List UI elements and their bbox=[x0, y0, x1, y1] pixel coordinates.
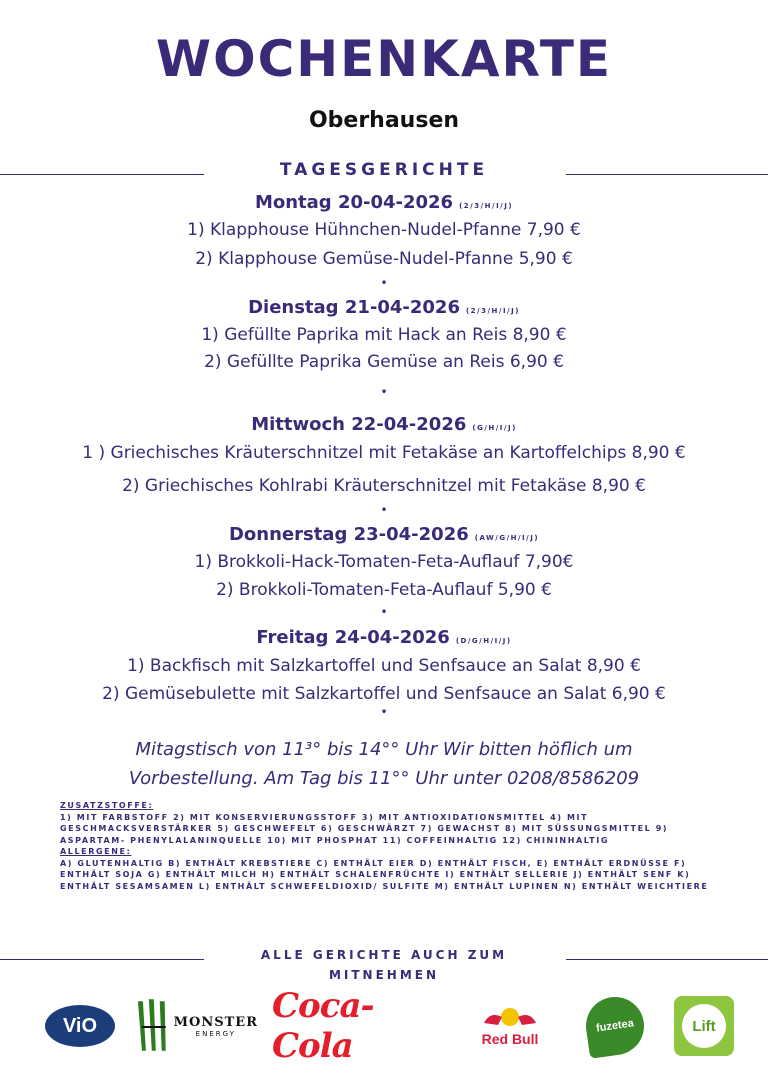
divider-right bbox=[566, 174, 768, 175]
monster-logo-subtext: ENERGY bbox=[195, 1029, 236, 1038]
dish-item: 1) Gefüllte Paprika mit Hack an Reis 8,90 € bbox=[201, 325, 567, 345]
dish-item: 1 ) Griechisches Kräuterschnitzel mit Fetakäse an Kartoffelchips 8,90 € bbox=[82, 443, 686, 463]
page-title: WOCHENKARTE bbox=[155, 30, 613, 88]
day-heading-monday bbox=[0, 192, 768, 213]
red-bull-logo-text: Red Bull bbox=[481, 1031, 539, 1047]
dish-item: 1) Klapphouse Hühnchen-Nudel-Pfanne 7,90 € bbox=[187, 220, 581, 240]
day-label: Mittwoch 22-04-2026 bbox=[251, 414, 467, 435]
monster-energy-logo bbox=[132, 995, 258, 1057]
dish-item: 1) Brokkoli-Hack-Tomaten-Feta-Auflauf 7,90€ bbox=[194, 552, 574, 572]
dish-item: 1) Backfisch mit Salzkartoffel und Senfsauce an Salat 8,90 € bbox=[127, 656, 641, 676]
dish-item: 2) Gemüsebulette mit Salzkartoffel und Senfsauce an Salat 6,90 € bbox=[102, 684, 666, 704]
allergen-codes: (AW/G/H/I/J) bbox=[474, 534, 540, 542]
dish-item: 2) Brokkoli-Tomaten-Feta-Auflauf 5,90 € bbox=[216, 580, 552, 600]
day-heading-wednesday bbox=[0, 414, 768, 435]
monster-logo-text: MONSTER bbox=[173, 1014, 258, 1030]
allergens-text: A) GLUTENHALTIG B) ENTHÄLT KREBSTIERE C) ENTHÄLT EIER D) ENTHÄLT FISCH, E) ENTHÄLT ERDNÜSSE F) ENTHÄLT SOJA G) ENTHÄLT MILCH H) ENTHÄLT SCHALENFRÜCHTE I) ENTHÄLT SELLERIE J) ENTHÄLT SENF K) ENTHÄLT SESAMSAMEN L) ENTHÄLT SCHWEFELDIOXID/ SULFITE M) ENTHÄLT LUPINEN N) ENTHÄLT WEICHTIERE bbox=[60, 858, 709, 891]
separator-dot: • bbox=[380, 605, 388, 619]
red-bull-logo bbox=[470, 995, 550, 1057]
additives-block bbox=[60, 800, 720, 892]
coca-cola-logo-text: Coca-Cola bbox=[272, 986, 374, 1066]
day-heading-thursday bbox=[0, 524, 768, 545]
separator-dot: • bbox=[380, 276, 388, 290]
monster-claw-icon bbox=[132, 997, 172, 1055]
opening-hours-note bbox=[0, 735, 768, 793]
allergen-codes: (2/3/H/I/J) bbox=[459, 202, 514, 210]
day-label: Dienstag 21-04-2026 bbox=[248, 297, 460, 318]
additives-heading: ZUSATZSTOFFE: bbox=[60, 801, 154, 810]
divider-right bbox=[566, 959, 768, 960]
day-heading-friday bbox=[0, 627, 768, 648]
fuzetea-logo-text: fuzetea bbox=[595, 1017, 635, 1035]
day-label: Montag 20-04-2026 bbox=[254, 192, 454, 213]
lift-logo bbox=[672, 995, 736, 1057]
separator-dot: • bbox=[380, 503, 388, 517]
additives-text: 1) MIT FARBSTOFF 2) MIT KONSERVIERUNGSSTOFF 3) MIT ANTIOXIDATIONSMITTEL 4) MIT GESCHMACKSVERSTÄRKER 5) GESCHWEFELT 6) GESCHWÄRZT 7) GEWACHST 8) MIT SÜSSUNGSMITTEL 9) ASPARTAM- PHENYLALANINQUELLE 10) MIT PHOSPHAT 11) COFFEINHALTIG 12) CHININHALTIG bbox=[60, 812, 669, 845]
red-bull-icon bbox=[480, 1005, 540, 1031]
dish-item: 2) Klapphouse Gemüse-Nudel-Pfanne 5,90 € bbox=[195, 249, 573, 269]
allergens-heading: ALLERGENE: bbox=[60, 847, 132, 856]
coca-cola-logo bbox=[272, 986, 434, 1066]
note-line: Mitagstisch von 11³° bis 14°° Uhr Wir bitten höflich um bbox=[135, 739, 633, 760]
takeaway-line: ALLE GERICHTE AUCH ZUM bbox=[260, 948, 508, 962]
day-heading-tuesday bbox=[0, 297, 768, 318]
vio-logo-text: ViO bbox=[62, 1014, 98, 1037]
takeaway-note bbox=[0, 945, 768, 985]
lift-logo-text: Lift bbox=[692, 1017, 716, 1035]
dish-item: 2) Gefüllte Paprika Gemüse an Reis 6,90 € bbox=[204, 352, 564, 372]
section-title: TAGESGERICHTE bbox=[279, 160, 489, 180]
allergen-codes: (D/G/H/I/J) bbox=[455, 637, 512, 645]
takeaway-line: MITNEHMEN bbox=[328, 968, 440, 982]
day-label: Donnerstag 23-04-2026 bbox=[228, 524, 469, 545]
fuzetea-logo bbox=[580, 995, 650, 1057]
separator-dot: • bbox=[380, 705, 388, 719]
allergen-codes: (2/3/H/I/J) bbox=[465, 307, 520, 315]
location-label: Oberhausen bbox=[308, 108, 460, 133]
dish-item: 2) Griechisches Kohlrabi Kräuterschnitzel mit Fetakäse 8,90 € bbox=[122, 476, 646, 496]
day-label: Freitag 24-04-2026 bbox=[256, 627, 450, 648]
note-line: Vorbestellung. Am Tag bis 11°° Uhr unter 0208/8586209 bbox=[128, 768, 640, 789]
vio-logo bbox=[42, 995, 118, 1057]
separator-dot: • bbox=[380, 385, 388, 399]
allergen-codes: (G/H/I/J) bbox=[472, 424, 517, 432]
